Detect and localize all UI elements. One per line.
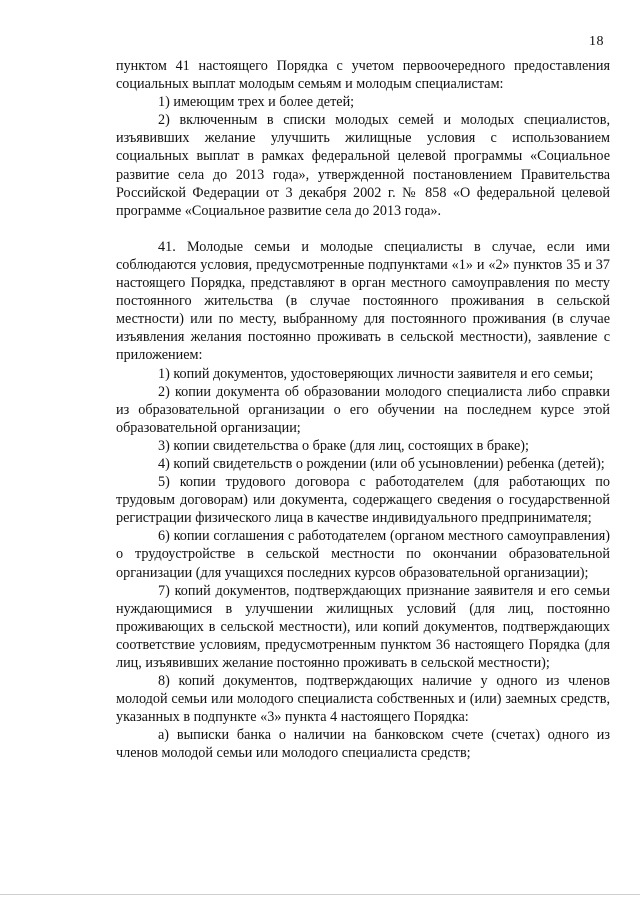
attachment-item-7: 7) копий документов, подтверждающих признание заявителя и его семьи нуждающимися в улучшении жилищных условий (для лиц, постоянно проживающих в сельской местности), или копий документов, подтверждающих соответствие условиям, предусмотренным пунктом 36 настоящего Порядка (для лиц, изъявивших желание постоянно проживать в сельской местности);	[116, 582, 610, 671]
attachment-item-1: 1) копий документов, удостоверяющих личности заявителя и его семьи;	[158, 365, 594, 382]
attachment-item-8a: а) выписки банка о наличии на банковском счете (счетах) одного из членов молодой семьи или молодого специалиста средств;	[116, 727, 610, 762]
paragraph-gap	[116, 220, 610, 238]
list-item-2: 2) включенным в списки молодых семей и молодых специалистов, изъявивших желание улучшить жилищные условия с использованием социальных выплат в рамках федеральной целевой программы «Социальное развитие села до 2013 года», утвержденной постановлением Правительства Российской Федерации от 3 декабря 2002 г. № 858 «О федеральной целевой программе «Социальное развитие села до 2013 года».	[116, 112, 610, 219]
attachment-item-3: 3) копии свидетельства о браке (для лиц, состоящих в браке);	[158, 437, 529, 454]
page-number: 18	[589, 34, 604, 49]
attachment-item-8: 8) копий документов, подтверждающих наличие у одного из членов молодой семьи или молодого специалиста собственных и (или) заемных средств, указанных в подпункте «3» пункта 4 настоящего Порядка:	[116, 673, 610, 726]
paragraph-41: 41. Молодые семьи и молодые специалисты в случае, если ими соблюдаются условия, предусмотренные подпунктами «1» и «2» пунктов 35 и 37 настоящего Порядка, представляют в орган местного самоуправления по месту постоянного жительства (в случае постоянного проживания в сельской местности) или по месту, выбранному для постоянного проживания (в случае изъявления желания постоянно проживать в сельской местности), заявление с приложением:	[116, 238, 610, 364]
attachment-item-4: 4) копий свидетельств о рождении (или об усыновлении) ребенка (детей);	[158, 455, 605, 472]
attachment-item-2: 2) копии документа об образовании молодого специалиста либо справки из образовательной организации о его обучении на последнем курсе этой образовательной организации;	[116, 383, 610, 436]
paragraph-continuation: пунктом 41 настоящего Порядка с учетом первоочередного предоставления социальных выплат молодым семьям и молодым специалистам:	[116, 58, 610, 93]
document-body	[116, 57, 610, 763]
list-item-1: 1) имеющим трех и более детей;	[158, 94, 355, 111]
attachment-item-6: 6) копии соглашения с работодателем (органом местного самоуправления) о трудоустройстве в сельской местности по окончании образовательной организации (для учащихся последних курсов образовательной организации);	[116, 528, 610, 581]
attachment-item-5: 5) копии трудового договора с работодателем (для работающих по трудовым договорам) или документа, содержащего сведения о государственной регистрации физического лица в качестве индивидуального предпринимателя;	[116, 474, 610, 527]
bottom-rule	[0, 894, 640, 895]
